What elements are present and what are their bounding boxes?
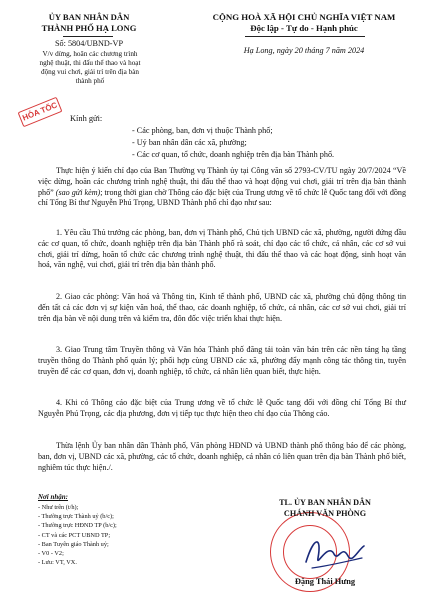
subject-line-4: thành phố bbox=[75, 77, 105, 85]
intro-attachment-note: (sao gửi kèm) bbox=[53, 187, 101, 197]
paragraph-1: 1. Yêu cầu Thủ trưởng các phòng, ban, đơn vị Thành phố, Chủ tịch UBND các xã, phường, người đứng đầu các cơ quan, tổ chức, doanh nghiệp trên địa bàn Thành phố rà soát, chỉ đạo các tổ chức, cá nhân, các cơ sở vui chơi, giải trí dừng, hoãn tổ chức các chương trình nghệ thuật, thi đấu thể thao và các hoạt động, sinh hoạt văn hoá, văn nghệ, vui chơi, giải trí trên địa bàn thành phố. bbox=[38, 228, 406, 270]
signer-name: Đặng Thái Hưng bbox=[294, 577, 356, 586]
paragraph-4: 4. Khi có Thông cáo đặc biệt của Trung ương về tổ chức lễ Quốc tang đối với đồng chí Tổng Bí thư Nguyễn Phú Trọng, các địa phương, đơn vị tiếp tục thực hiện theo chỉ đạo của Thông cáo. bbox=[38, 398, 406, 418]
issuing-organization bbox=[14, 12, 164, 34]
footer-recipient: - Ban Tuyên giáo Thành uỷ; bbox=[38, 540, 109, 548]
footer-recipient: - Như trên (t/h); bbox=[38, 504, 79, 511]
signature-title-line-1: TL. ỦY BAN NHÂN DÂN bbox=[279, 498, 371, 507]
signature-title bbox=[240, 498, 410, 519]
paragraph-2: 2. Giao các phòng: Văn hoá và Thông tin, Kinh tế thành phố, UBND các xã, phường chủ động thông tin đến tất cả các đơn vị sự kiện văn hoá, thể thao, các doanh nghiệp, tổ chức, cá nhân, các cơ sở vui chơi, giải trí trên địa bàn về nội dung trên và kiểm tra, đôn đốc việc triển khai thực hiện. bbox=[38, 292, 406, 323]
document-number: Số: 5804/UBND-VP bbox=[54, 39, 123, 48]
intro-text-end: ; trong thời gian chờ Thông cáo đặc biệt của Trung ương về tổ chức lễ Quốc tang đối với đồng chí Tổng Bí thư Nguyễn Phú Trọng, UBND Thành phố chỉ đạo như sau: bbox=[38, 187, 407, 208]
nation-line-2: Độc lập - Tự do - Hạnh phúc bbox=[250, 23, 358, 33]
footer-recipient: - Thường trực HĐND TP (b/c); bbox=[38, 522, 117, 530]
footer-recipients-label: Nơi nhận: bbox=[38, 493, 69, 501]
footer-recipient: - Lưu: VT, VX. bbox=[38, 559, 77, 567]
closing-paragraph: Thừa lệnh Ủy ban nhân dân Thành phố, Văn phòng HĐND và UBND thành phố thông báo để các phòng, ban, đơn vị, UBND các xã, phường, các tổ chức, doanh nghiệp, cá nhân có liên quan trên địa bàn Thành phố biết, nghiêm túc thực hiện./. bbox=[38, 441, 406, 472]
subject-line-1: V/v dừng, hoãn các chương trình bbox=[42, 50, 138, 58]
recipient-item: - Uỷ ban nhân dân các xã, phường; bbox=[132, 138, 247, 147]
org-underline bbox=[63, 36, 113, 37]
footer-recipients-list bbox=[38, 503, 117, 567]
footer-recipient: - Thường trực Thành uỷ (b/c); bbox=[38, 513, 114, 521]
document-subject bbox=[22, 50, 158, 86]
subject-line-2: nghệ thuật, thi đấu thể thao và hoạt bbox=[39, 59, 141, 67]
intro-text: Thực hiện ý kiến chỉ đạo của Ban Thường vụ Thành ủy tại Công văn số 2793-CV/TU ngày 20/7/2024 “Về việc dừng, hoãn các chương trình nghệ thuật, thi đấu thể thao và hoạt động vui chơi, giải trí trên địa bàn thành phố” bbox=[38, 166, 406, 197]
paragraph-3: 3. Giao Trung tâm Truyền thông và Văn hóa Thành phố đăng tải toàn văn bản trên các nền tảng hạ tầng truyền thông do Thành phố quản lý; phối hợp cùng UBND các xã, phường đẩy mạnh công tác thông tin, tuyên truyền để các cơ quan, đơn vị, doanh nghiệp, tổ chức, cá nhân liên quan biết, thực hiện. bbox=[38, 345, 406, 376]
intro-paragraph bbox=[38, 166, 406, 209]
footer-recipient: - V0 - V2; bbox=[38, 550, 64, 558]
document-date: Hạ Long, ngày 20 tháng 7 năm 2024 bbox=[243, 46, 365, 55]
motto-underline bbox=[245, 36, 365, 37]
signature-title-line-2: CHÁNH VĂN PHÒNG bbox=[283, 508, 367, 518]
national-motto bbox=[186, 12, 422, 34]
footer-recipient: - CT và các PCT UBND TP; bbox=[38, 531, 111, 539]
subject-line-3: động vui chơi, giải trí trên địa bàn bbox=[40, 68, 139, 76]
recipients-label: Kính gửi: bbox=[70, 114, 103, 123]
recipient-item: - Các phòng, ban, đơn vị thuộc Thành phố; bbox=[132, 126, 273, 135]
org-line-2: THÀNH PHỐ HẠ LONG bbox=[41, 23, 137, 33]
recipient-item: - Các cơ quan, tổ chức, doanh nghiệp trên địa bàn Thành phố. bbox=[132, 150, 335, 159]
handwritten-signature bbox=[300, 532, 370, 576]
urgent-stamp: HỎA TỐC bbox=[18, 97, 63, 128]
nation-line-1: CỘNG HOÀ XÃ HỘI CHỦ NGHĨA VIỆT NAM bbox=[212, 12, 396, 22]
org-line-1: ỦY BAN NHÂN DÂN bbox=[48, 12, 130, 22]
